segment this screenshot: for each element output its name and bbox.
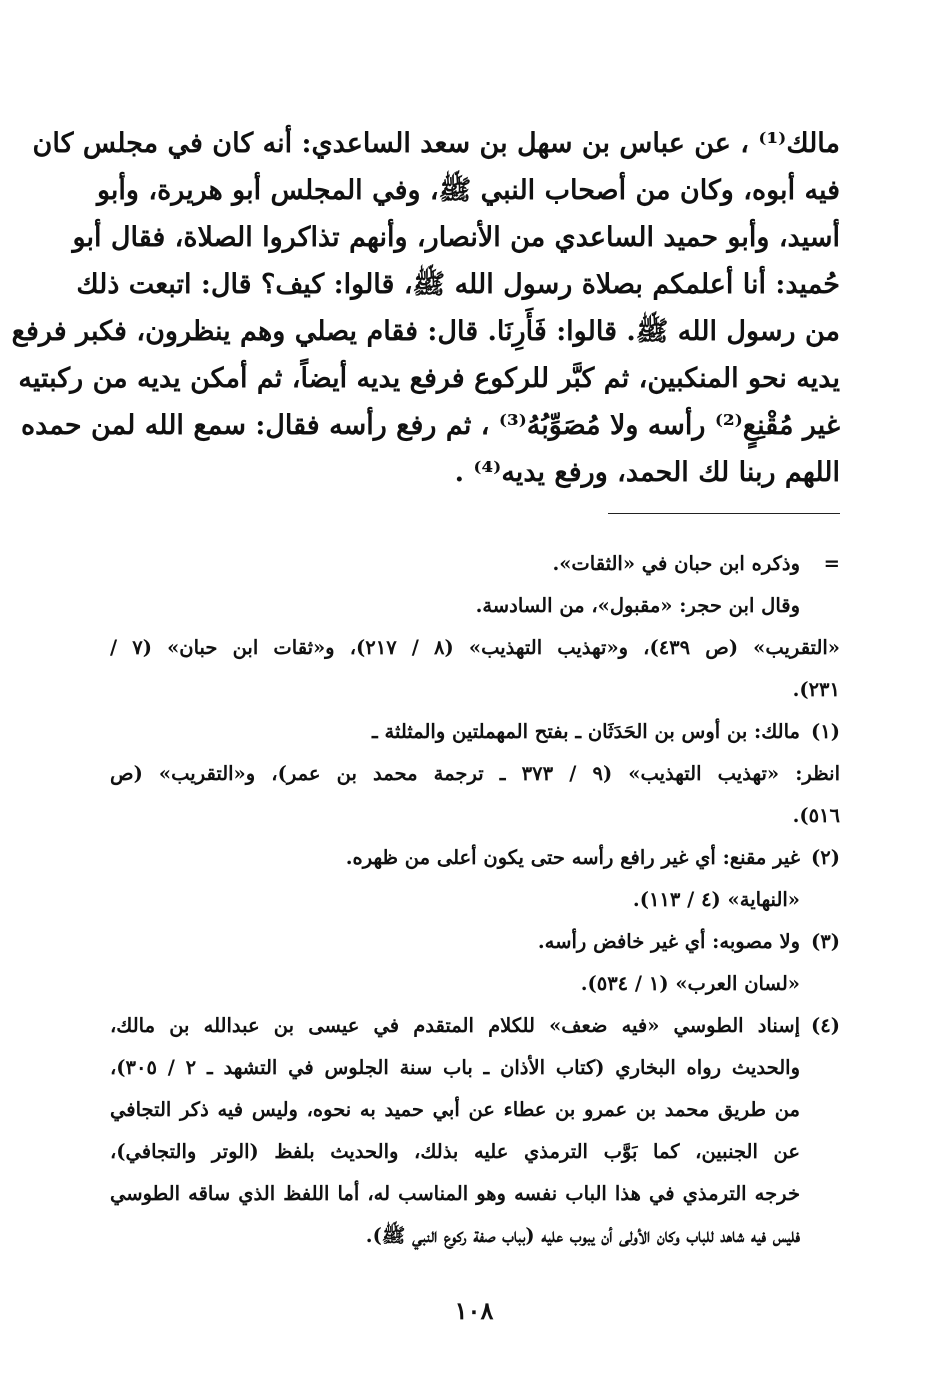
footnote-line (110, 1047, 840, 1089)
main-text-line: اللهم ربنا لك الحمد، ورفع يديه⁽⁴⁾ . (454, 457, 840, 488)
footnote-text: «التقريب» (ص ٤٣٩)، و«تهذيب التهذيب» (٨ / ٢١٧)، و«ثقات ابن حبان» (٧ / (110, 636, 840, 659)
footnote-line (110, 711, 840, 753)
footnote-text: ٥١٦). (792, 804, 840, 827)
footnote-separator (608, 513, 840, 514)
footnote-text: والحديث رواه البخاري (كتاب الأذان ـ باب سنة الجلوس في التشهد ـ ٢ / ٣٠٥)، (110, 1056, 800, 1079)
footnote-text: وذكره ابن حبان في «الثقات». (552, 552, 800, 575)
footnote-text: غير مقنع: أي غير رافع رأسه حتى يكون أعلى من ظهره. (345, 846, 800, 869)
footnote-line (110, 1215, 840, 1257)
footnote-line (110, 1173, 840, 1215)
footnote-marker: (٤) (811, 1014, 840, 1037)
footnote-marker: (١) (811, 720, 840, 743)
footnote-text: من طريق محمد بن عمرو بن عطاء عن أبي حميد به نحوه، وليس فيه ذكر التجافي (110, 1098, 800, 1121)
footnote-text: مالك: بن أوس بن الحَدَثَان ـ بفتح المهملتين والمثلثة ـ (372, 720, 800, 743)
main-text (11, 120, 840, 496)
footnote-line (110, 1089, 840, 1131)
footnote-marker: = (823, 552, 840, 575)
footnote-line (110, 921, 840, 963)
footnote-line (110, 963, 840, 1005)
main-text-line: من رسول الله ﷺ. قالوا: فَأَرِنَا. قال: فقام يصلي وهم ينظرون، فكبر فرفع (11, 316, 840, 347)
main-text-line: أسيد، وأبو حميد الساعدي من الأنصار، وأنهم تذاكروا الصلاة، فقال أبو (72, 222, 840, 253)
footnote-text: عن الجنبين، كما بَوَّب الترمذي عليه بذلك، والحديث بلفظ (الوتر والتجافي)، (110, 1140, 800, 1163)
footnote-text: إسناد الطوسي «فيه ضعف» للكلام المتقدم في عيسى بن عبدالله بن مالك، (110, 1014, 800, 1037)
footnote-text: فليس فيه شاهد للباب وكان الأولى أن يبوب عليه (بباب صفة ركوع النبي ﷺ). (365, 1224, 800, 1247)
footnote-marker: (٢) (811, 846, 840, 869)
footnote-line (110, 1131, 840, 1173)
footnote-line (110, 837, 840, 879)
footnote-text: وقال ابن حجر: «مقبول»، من السادسة. (475, 594, 800, 617)
footnote-text: انظر: «تهذيب التهذيب» (٩ / ٣٧٣ ـ ترجمة محمد بن عمر)، و«التقريب» (ص (110, 762, 840, 785)
footnote-text: «النهاية» (٤ / ١١٣). (632, 888, 800, 911)
main-text-line: غير مُقْنِعٍ⁽²⁾ رأسه ولا مُصَوِّبُهُ⁽³⁾ ، ثم رفع رأسه فقال: سمع الله لمن حمده (20, 410, 840, 441)
footnote-line (110, 753, 840, 795)
footnote-text: «لسان العرب» (١ / ٥٣٤). (580, 972, 800, 995)
footnote-text: ٢٣١). (792, 678, 840, 701)
page-number: ١٠٨ (454, 1296, 494, 1325)
footnote-marker: (٣) (811, 930, 840, 953)
footnote-line (110, 585, 840, 627)
footnote-line (110, 543, 840, 585)
footnote-text: ولا مصوبه: أي غير خافض رأسه. (537, 930, 800, 953)
footnote-line (110, 1005, 840, 1047)
main-text-line: حُميد: أنا أعلمكم بصلاة رسول الله ﷺ، قالوا: كيف؟ قال: اتبعت ذلك (76, 269, 840, 300)
footnote-text: خرجه الترمذي في هذا الباب نفسه وهو المناسب له، أما اللفظ الذي ساقه الطوسي (110, 1182, 800, 1205)
main-text-line: يديه نحو المنكبين، ثم كبَّر للركوع فرفع يديه أيضاً، ثم أمكن يديه من ركبتيه (18, 363, 840, 394)
main-text-line: فيه أبوه، وكان من أصحاب النبي ﷺ، وفي المجلس أبو هريرة، وأبو (96, 175, 840, 206)
footnote-line (110, 879, 840, 921)
footnote-line (110, 669, 840, 711)
main-text-line: مالك⁽¹⁾ ، عن عباس بن سهل بن سعد الساعدي: أنه كان في مجلس كان (32, 128, 840, 159)
footnotes (110, 543, 840, 1257)
footnote-line (110, 795, 840, 837)
footnote-line (110, 627, 840, 669)
